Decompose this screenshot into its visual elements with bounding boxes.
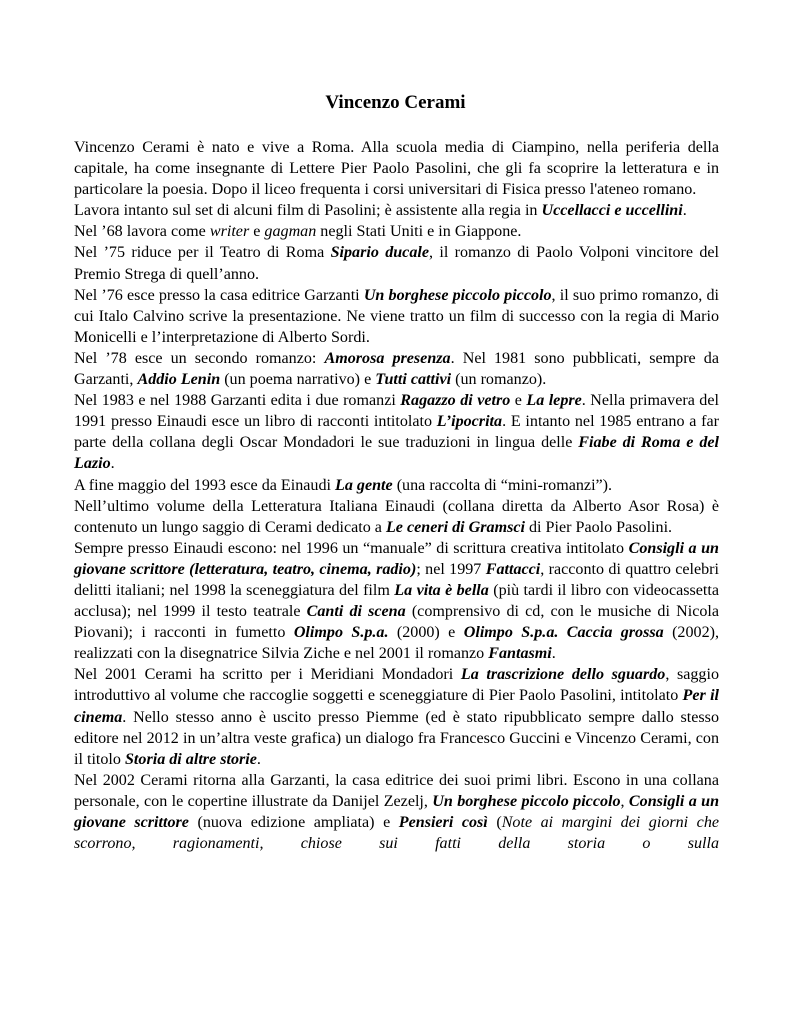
title-emphasis: Un borghese piccolo piccolo: [363, 286, 552, 304]
paragraph: [74, 200, 719, 221]
work-title: [542, 202, 683, 219]
text-run: . Nella primavera del 1991 presso Einaudi esce un libro di racconti intitolato: [74, 392, 719, 431]
title-emphasis: Amorosa presenza: [324, 349, 451, 367]
work-title: [364, 287, 552, 304]
work-title: [399, 814, 488, 831]
text-run: Nel ’76 esce presso la casa editrice Garzanti: [74, 286, 364, 304]
text-run: (più tardi il libro con videocassetta acclusa); nel 1999 il testo teatrale: [74, 581, 719, 621]
text-run: (una raccolta di “mini-romanzi”).: [392, 476, 613, 494]
title-emphasis: Ragazzo di vetro: [400, 392, 511, 410]
text-run: e: [249, 223, 265, 241]
work-title: [375, 371, 451, 388]
text-run: (un poema narrativo) e: [220, 371, 376, 389]
work-title: [307, 603, 406, 620]
title-emphasis: Consigli a un giovane scrittore (letteratura, teatro, cinema, radio): [74, 539, 720, 578]
italic-text: writer: [209, 223, 250, 241]
document-body: [74, 137, 719, 854]
text-run: (un romanzo).: [451, 371, 547, 389]
text-run: . E intanto nel 1985 entrano a far parte della collana degli Oscar Mondadori le sue traduzioni in lingua delle: [74, 413, 720, 452]
text-run: Nel ’75 riduce per il Teatro di Roma: [74, 244, 331, 262]
text-run: Lavora intanto sul set di alcuni film di Pasolini; è assistente alla regia in: [74, 202, 542, 220]
title-emphasis: Un borghese piccolo piccolo: [432, 792, 621, 810]
work-title: [400, 392, 510, 409]
work-title: [386, 519, 525, 536]
paragraph: [74, 538, 719, 665]
text-run: .: [551, 645, 556, 663]
work-title: [394, 582, 489, 599]
text-run: (2002), realizzati con la disegnatrice Silvia Ziche e nel 2001 il romanzo: [74, 624, 720, 663]
italic-text: Note ai margini dei giorni che scorrono, ragionamenti, chiose sui fatti della storia o sulla: [74, 814, 720, 853]
work-title: [125, 751, 257, 768]
text-run: , il romanzo di Paolo Volponi vincitore del Premio Strega di quell’anno.: [74, 244, 719, 283]
title-emphasis: Fattacci: [485, 560, 541, 578]
text-run: A fine maggio del 1993 esce da Einaudi: [74, 476, 336, 494]
title-emphasis: Le ceneri di Gramsci: [385, 518, 525, 536]
paragraph: [74, 770, 719, 854]
paragraph: [74, 221, 719, 242]
paragraph: [74, 496, 719, 538]
title-emphasis: La gente: [335, 476, 393, 494]
paragraph: [74, 242, 719, 284]
paragraph: [74, 137, 719, 200]
text-run: , racconto di quattro celebri delitti italiani; nel 1998 la sceneggiatura del film: [74, 560, 719, 599]
text-run: Nell’ultimo volume della Letteratura Italiana Einaudi (collana diretta da Alberto Asor Rosa) è contenuto un lungo saggio di Cerami dedicato a: [74, 497, 719, 536]
title-emphasis: Olimpo S.p.a.: [293, 624, 389, 642]
title-emphasis: Fiabe di Roma e del Lazio: [74, 434, 719, 473]
text-run: Nel ’78 esce un secondo romanzo:: [74, 349, 325, 367]
text-run: Nel ’68 lavora come: [74, 223, 210, 241]
text-run: .: [682, 202, 687, 220]
work-title: [294, 624, 389, 641]
title-emphasis: Fantasmi: [488, 645, 552, 663]
title-emphasis: La trascrizione dello sguardo: [460, 666, 666, 684]
text-run: . Nel 1981 sono pubblicati, sempre da Garzanti,: [74, 349, 719, 389]
title-emphasis: Consigli a un giovane scrittore: [74, 792, 720, 831]
text-run: (2000) e: [388, 624, 464, 642]
text-run: (comprensivo di cd, con le musiche di Nicola Piovani); i racconti in fumetto: [74, 603, 719, 642]
title-emphasis: L’ipocrita: [436, 413, 503, 431]
work-title: [486, 561, 541, 578]
text-run: Nel 1983 e nel 1988 Garzanti edita i due romanzi: [74, 392, 401, 410]
paragraph: [74, 348, 719, 390]
text-run: Nel 2002 Cerami ritorna alla Garzanti, la casa editrice dei suoi primi libri. Escono in una collana personale, con le copertine illustrate da Danijel Zezelj,: [74, 771, 719, 810]
title-emphasis: Canti di scena: [306, 603, 406, 621]
text-run: , il suo primo romanzo, di cui Italo Calvino scrive la presentazione. Ne viene tratto un film di successo con la regia di Mario Monicelli e l’interpretazione di Alberto Sordi.: [74, 286, 719, 346]
document-title: Vincenzo Cerami: [325, 92, 466, 113]
text-run: , saggio introduttivo al volume che raccoglie soggetti e sceneggiature di Pier Paolo Pasolini, intitolato: [74, 666, 719, 705]
work-title: [432, 793, 620, 810]
text-run: Nel 2001 Cerami ha scritto per i Meridiani Mondadori: [74, 666, 461, 684]
title-emphasis: Storia di altre storie: [124, 750, 257, 768]
text-run: . Nello stesso anno è uscito presso Piemme (ed è stato ripubblicato sempre dallo stesso editore nel 2012 in un’altra veste grafica) un dialogo fra Francesco Guccini e Vincenzo Cerami, con il titolo: [74, 708, 719, 768]
text-run: ,: [620, 792, 629, 810]
work-title: [437, 413, 502, 430]
text-run: .: [256, 750, 261, 768]
text-run: (: [487, 814, 502, 831]
work-title: [331, 244, 429, 261]
paragraph: [74, 475, 719, 496]
italic-text: gagman: [264, 223, 317, 241]
title-emphasis: Per il cinema: [74, 687, 720, 726]
work-title: [464, 624, 664, 641]
title-emphasis: Olimpo S.p.a. Caccia grossa: [463, 624, 664, 642]
paragraph: [74, 390, 719, 474]
title-emphasis: Uccellacci e uccellini: [541, 202, 683, 220]
title-emphasis: Addio Lenin: [137, 371, 221, 389]
title-emphasis: Pensieri così: [398, 814, 488, 831]
text-run: (nuova edizione ampliata) e: [188, 814, 399, 831]
text-run: .: [110, 455, 115, 473]
title-emphasis: La lepre: [526, 392, 582, 410]
work-title: [335, 477, 393, 494]
paragraph: [74, 285, 719, 348]
text-run: di Pier Paolo Pasolini.: [524, 518, 673, 536]
text-run: ; nel 1997: [416, 560, 486, 578]
title-emphasis: La vita è bella: [394, 581, 489, 599]
work-title: [488, 645, 552, 662]
text-run: negli Stati Uniti e in Giappone.: [316, 223, 522, 241]
text-run: Vincenzo Cerami è nato e vive a Roma. Alla scuola media di Ciampino, nella periferia della capitale, ha come insegnante di Lettere Pier Paolo Pasolini, che gli fa scoprire la letteratura e in particolare la poesia. Dopo il liceo frequenta i corsi universitari di Fisica presso l'ateneo romano.: [74, 139, 719, 199]
text-run: Sempre presso Einaudi escono: nel 1996 un “manuale” di scrittura creativa intitolato: [74, 539, 629, 557]
paragraph: [74, 664, 719, 769]
work-title: [137, 371, 220, 388]
title-emphasis: Tutti cattivi: [375, 371, 452, 389]
work-title: [526, 392, 581, 409]
work-title: [324, 350, 450, 367]
work-title: [461, 666, 665, 683]
title-emphasis: Sipario ducale: [330, 244, 429, 262]
text-run: e: [510, 392, 527, 410]
